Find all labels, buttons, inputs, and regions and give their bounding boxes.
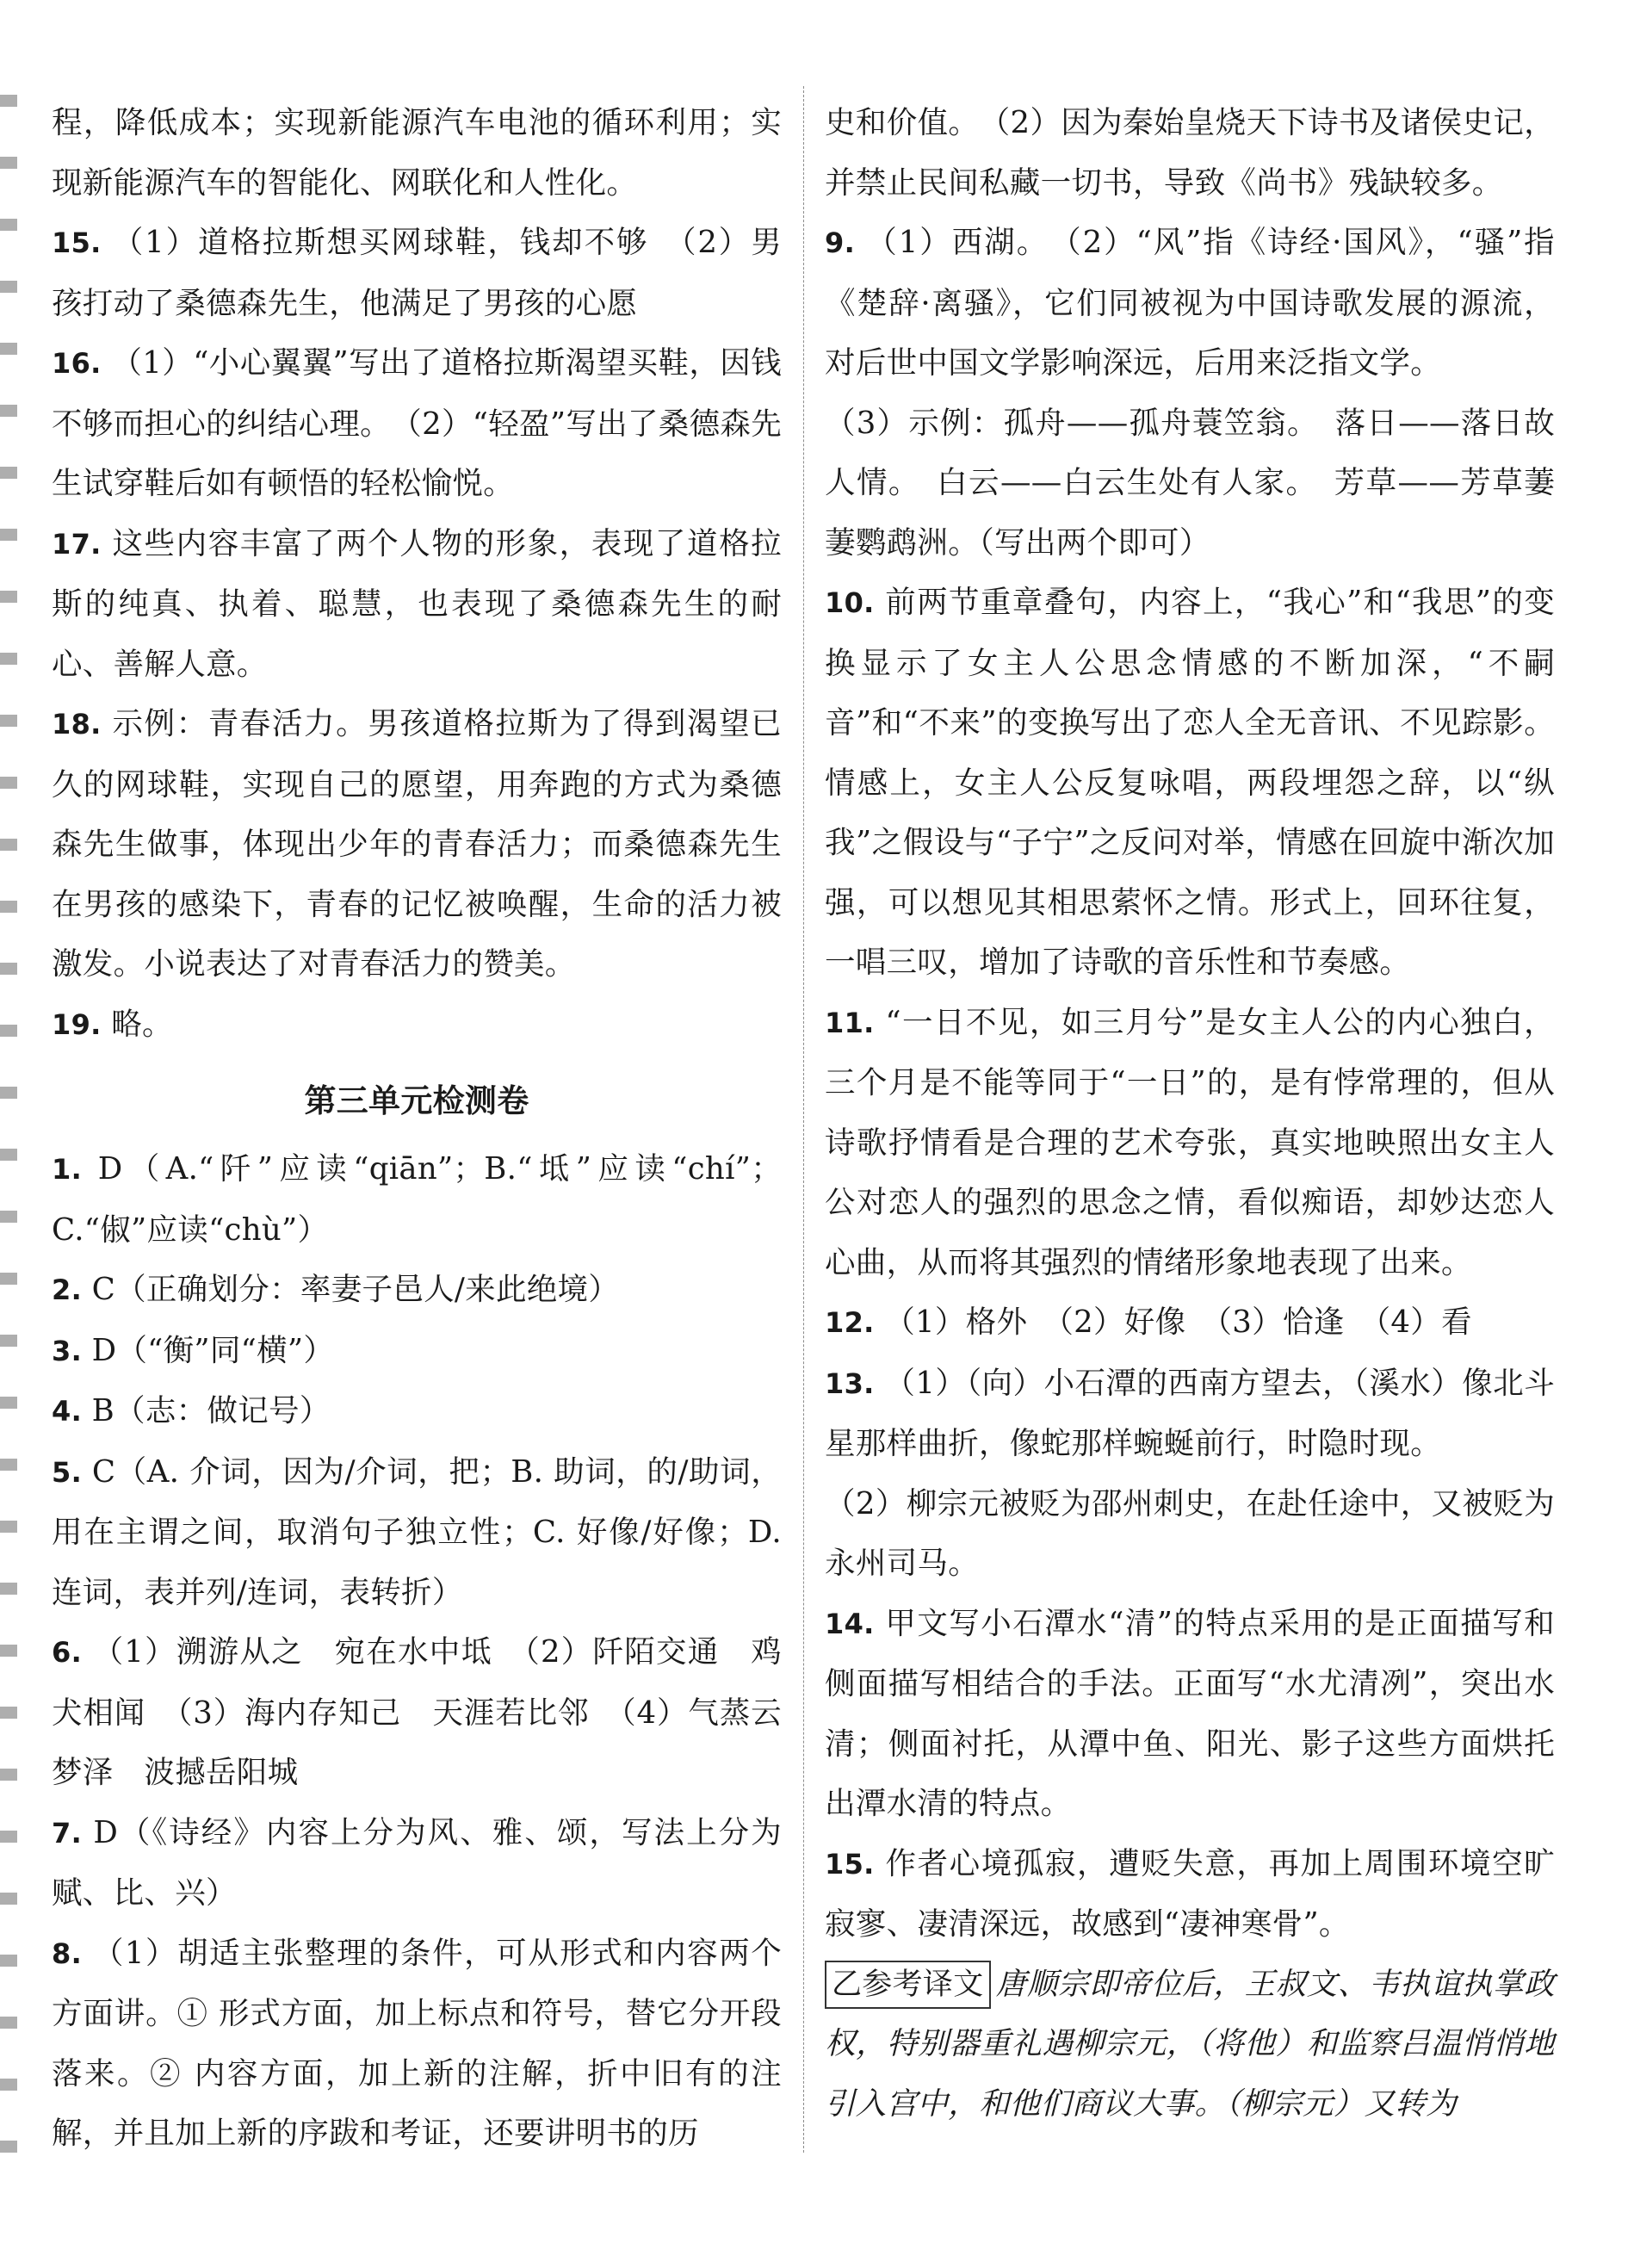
answer-number: 1.: [52, 1153, 83, 1186]
answer-number: 13.: [825, 1366, 875, 1400]
left-answers-top: [52, 93, 782, 1055]
answer-item: [52, 694, 782, 995]
answer-number: 5.: [52, 1455, 83, 1489]
answer-text: 前两节重章叠句，内容上，“我心”和“我思”的变换显示了女主人公思念情感的不断加深，“不嗣音”和“不来”的变换写出了恋人全无音讯、不见踪影。情感上，女主人公反复咏唱，两段埋怨之辞，以“纵我”之假设与“子宁”之反问对举，情感在回旋中渐次加强，可以想见其相思萦怀之情。形式上，回环往复，一唱三叹，增加了诗歌的音乐性和节奏感。: [825, 585, 1555, 980]
answer-item: [52, 1381, 782, 1442]
answer-item: [52, 93, 782, 213]
answer-text: 略。: [111, 1006, 173, 1042]
answer-item: [52, 1139, 782, 1260]
answer-text: （1）胡适主张整理的条件，可从形式和内容两个方面讲。① 形式方面，加上标点和符号，替它分开段落来。② 内容方面，加上新的注解，折中旧有的注解，并且加上新的序跋和考证，还要讲明书的历: [52, 1935, 783, 2151]
answer-text: （1）格外 （2）好像 （3）恰逢 （4）看: [884, 1304, 1472, 1340]
answer-text: 示例：青春活力。男孩道格拉斯为了得到渴望已久的网球鞋，实现自己的愿望，用奔跑的方式为桑德森先生做事，体现出少年的青春活力；而桑德森先生在男孩的感染下，青春的记忆被唤醒，生命的活力被激发。小说表达了对青春活力的赞美。: [52, 706, 782, 982]
section-heading: 第三单元检测卷: [304, 1082, 529, 1119]
answer-item: [825, 573, 1555, 993]
answer-item: [52, 213, 782, 333]
answer-text: B（志：做记号）: [91, 1393, 331, 1428]
answer-item: [825, 1834, 1555, 1955]
answer-number: 9.: [825, 226, 856, 259]
answer-item: [52, 514, 782, 695]
answer-text: “一日不见，如三月兮”是女主人公的内心独白，三个月是不能等同于“一日”的，是有悖常理的，但从诗歌抒情看是合理的艺术夸张，真实地映照出女主人公对恋人的强烈的思念之情，看似痴语，却妙达恋人心曲，从而将其强烈的情绪形象地表现了出来。: [825, 1004, 1555, 1280]
answer-item: [52, 995, 782, 1056]
answer-text: （1）“小心翼翼”写出了道格拉斯渴望买鞋，因钱不够而担心的纠结心理。 （2）“轻盈”写出了桑德森先生试穿鞋后如有顿悟的轻松愉悦。: [52, 345, 782, 501]
answer-number: 11.: [825, 1006, 875, 1039]
answer-item: [52, 1442, 782, 1623]
reference-tag: 乙参考译文: [825, 1961, 991, 2009]
answer-number: 15.: [825, 1847, 875, 1881]
reference-text: 唐顺宗即帝位后，王叔文、韦执谊执掌政权，特别器重礼遇柳宗元，（将他）和监察吕温悄悄地引入宫中，和他们商议大事。（柳宗元）又转为: [825, 1966, 1555, 2122]
answer-number: 14.: [825, 1607, 875, 1640]
answer-item: [825, 1594, 1555, 1834]
answer-text: 甲文写小石潭水“清”的特点采用的是正面描写和侧面描写相结合的手法。正面写“水尤清冽”，突出水清；侧面衬托，从潭中鱼、阳光、影子这些方面烘托出潭水清的特点。: [825, 1605, 1555, 1821]
answer-text: D（《诗经》内容上分为风、雅、颂，写法上分为赋、比、兴）: [52, 1814, 782, 1911]
answer-number: 4.: [52, 1395, 83, 1428]
right-answers: [825, 93, 1555, 1955]
answer-text: D（A.“阡”应读“qiān”；B.“坻”应读“chí”；C.“俶”应读“chù”）: [52, 1151, 782, 1248]
answer-item: [52, 1924, 782, 2164]
answer-number: 2.: [52, 1273, 83, 1306]
column-divider: [803, 86, 804, 2153]
answer-number: 6.: [52, 1636, 83, 1669]
answer-text: 史和价值。 （2）因为秦始皇烧天下诗书及诸侯史记，并禁止民间私藏一切书，导致《尚书》残缺较多。: [825, 105, 1555, 201]
answer-item: [825, 1292, 1555, 1354]
answer-text: D（“衡”同“横”）: [91, 1332, 335, 1368]
answer-number: 17.: [52, 527, 102, 561]
left-answers-bottom: [52, 1139, 782, 2164]
answer-text: 程，降低成本；实现新能源汽车电池的循环利用；实现新能源汽车的智能化、网联化和人性化。: [52, 105, 782, 201]
answer-item: [52, 1321, 782, 1382]
answer-number: 18.: [52, 708, 102, 741]
answer-item: [52, 1803, 782, 1924]
answer-number: 3.: [52, 1334, 83, 1367]
answer-number: 12.: [825, 1306, 875, 1339]
answer-text: C（正确划分：率妻子邑人/来此绝境）: [91, 1272, 620, 1307]
answer-text: （1）道格拉斯想买网球鞋，钱却不够 （2）男孩打动了桑德森先生，他满足了男孩的心愿: [52, 225, 782, 321]
answer-item: [52, 1260, 782, 1321]
answer-item: [825, 993, 1555, 1293]
answer-text: 作者心境孤寂，遭贬失意，再加上周围环境空旷寂寥、凄清深远，故感到“凄神寒骨”。: [825, 1845, 1555, 1942]
answer-text: （3）示例：孤舟——孤舟蓑笠翁。 落日——落日故人情。 白云——白云生处有人家。 芳草——芳草萋萋鹦鹉洲。（写出两个即可）: [825, 405, 1555, 561]
left-column: [52, 93, 782, 2164]
answer-number: 10.: [825, 586, 875, 619]
binding-edge: [0, 95, 17, 2178]
answer-item: [825, 393, 1555, 573]
answer-number: 7.: [52, 1816, 83, 1850]
answer-number: 16.: [52, 347, 102, 380]
answer-text: C（A. 介词，因为/介词，把；B. 助词，的/助词，用在主谓之间，取消句子独立性；C. 好像/好像；D. 连词，表并列/连词，表转折）: [52, 1453, 782, 1610]
answer-text: 这些内容丰富了两个人物的形象，表现了道格拉斯的纯真、执着、聪慧，也表现了桑德森先生的耐心、善解人意。: [52, 525, 782, 682]
answer-text: （1）溯游从之 宛在水中坻 （2）阡陌交通 鸡犬相闻 （3）海内存知己 天涯若比邻 （4）气蒸云梦泽 波撼岳阳城: [52, 1634, 782, 1790]
answer-number: 15.: [52, 226, 102, 259]
answer-text: （2）柳宗元被贬为邵州刺史，在赴任途中，又被贬为永州司马。: [825, 1485, 1555, 1581]
answer-item: [825, 1474, 1555, 1594]
answer-item: [52, 1622, 782, 1803]
answer-number: 8.: [52, 1936, 83, 1970]
right-column: [825, 93, 1555, 2134]
answer-text: （1）（向）小石潭的西南方望去，（溪水）像北斗星那样曲折，像蛇那样蜿蜒前行，时隐时现。: [825, 1365, 1555, 1461]
answer-item: [825, 213, 1555, 393]
answer-item: [825, 1354, 1555, 1474]
answer-text: （1）西湖。 （2）“风”指《诗经·国风》，“骚”指《楚辞·离骚》，它们同被视为中国诗歌发展的源流，对后世中国文学影响深远，后用来泛指文学。: [825, 225, 1555, 381]
answer-item: [825, 93, 1555, 213]
answer-number: 19.: [52, 1007, 102, 1041]
answer-item: [52, 333, 782, 514]
reference-translation: [825, 1955, 1555, 2135]
